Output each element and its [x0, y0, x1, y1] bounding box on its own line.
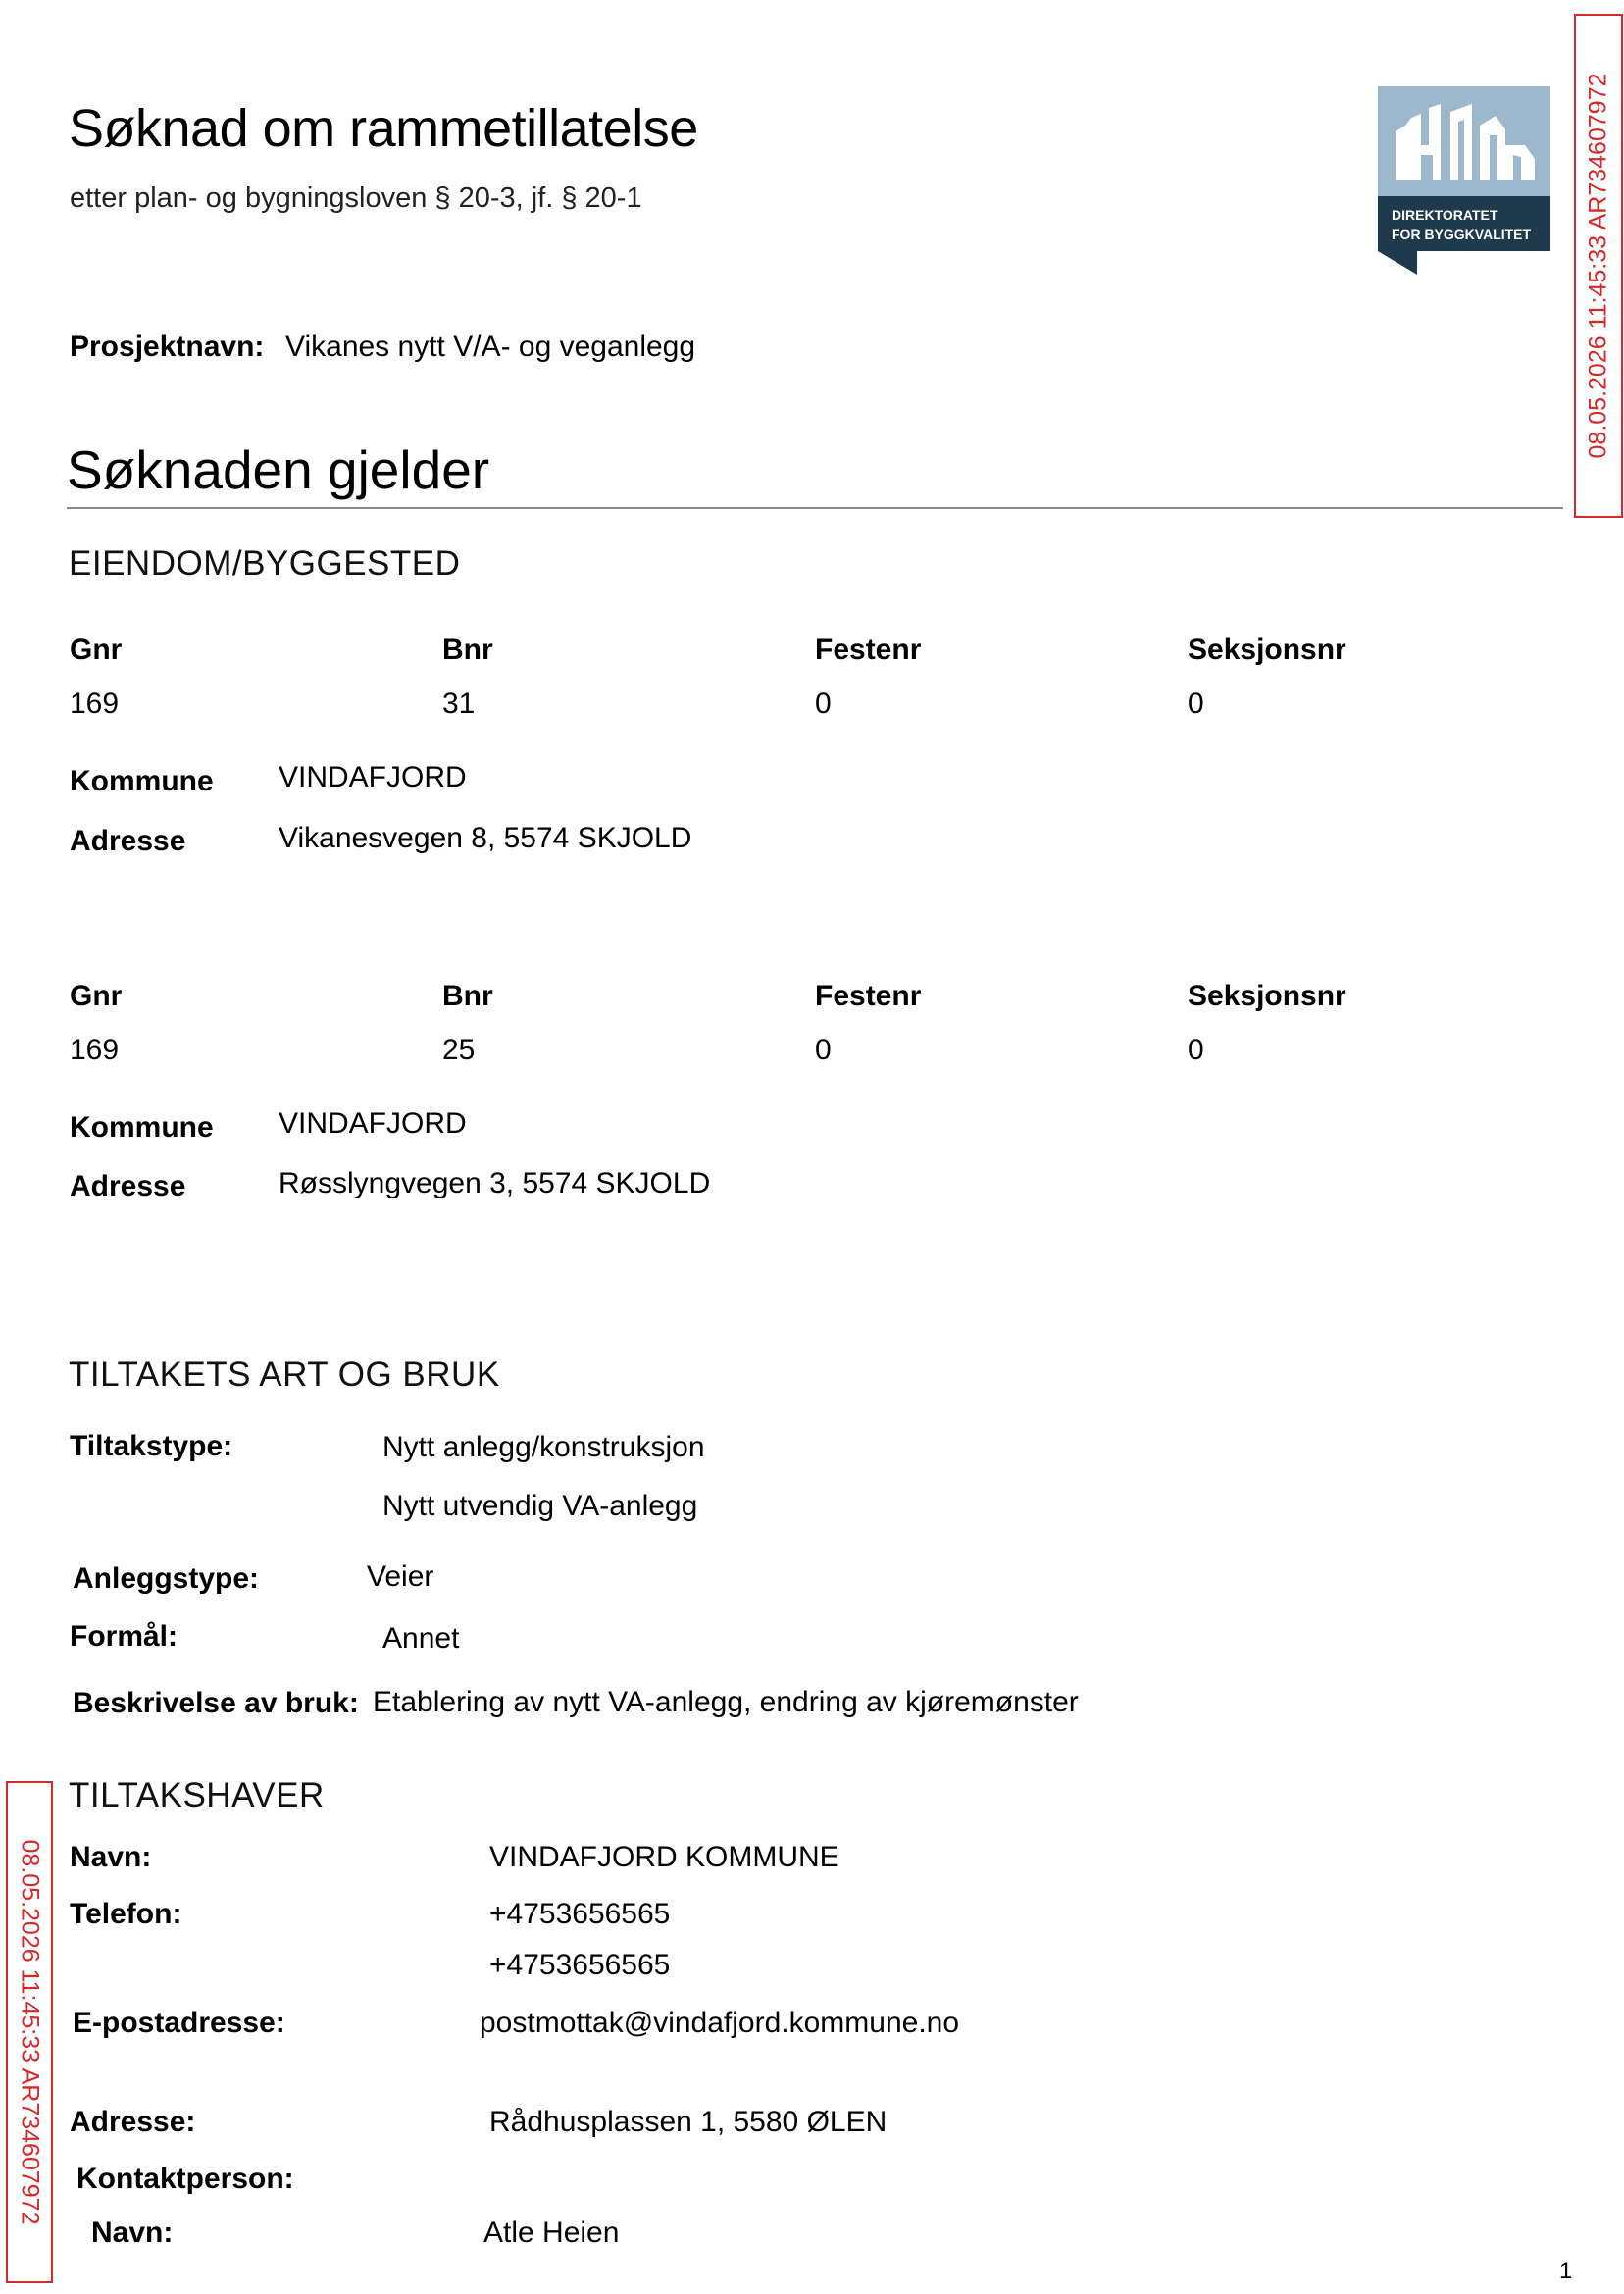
logo-graphic	[1378, 86, 1550, 275]
gnr-value: 169	[70, 1034, 120, 1066]
owner-address-value: Rådhusplassen 1, 5580 ØLEN	[489, 2106, 888, 2138]
seksjonsnr-header: Seksjonsnr	[1188, 634, 1346, 666]
stamp-text: 08.05.2026 11:45:33 AR734607972	[16, 1839, 44, 2225]
festenr-header: Festenr	[815, 634, 922, 666]
receipt-stamp-bottom	[6, 1781, 53, 2283]
bnr-header: Bnr	[442, 980, 493, 1012]
owner-name-value: VINDAFJORD KOMMUNE	[489, 1841, 839, 1873]
gnr-value: 169	[70, 688, 120, 720]
owner-section-heading: TILTAKSHAVER	[69, 1776, 325, 1814]
owner-address-label: Adresse:	[70, 2106, 196, 2138]
page-number: 1	[1559, 2258, 1573, 2284]
seksjonsnr-header: Seksjonsnr	[1188, 980, 1346, 1012]
municipality-label: Kommune	[70, 1111, 214, 1144]
property-section-heading: EIENDOM/BYGGESTED	[69, 544, 461, 583]
festenr-value: 0	[815, 1034, 832, 1066]
municipality-label: Kommune	[70, 765, 214, 797]
municipality-value: VINDAFJORD	[279, 761, 467, 793]
receipt-stamp-top	[1574, 14, 1623, 518]
bnr-value: 31	[442, 688, 476, 720]
description-value: Etablering av nytt VA-anlegg, endring av kjøremønster	[373, 1686, 1079, 1718]
address-label: Adresse	[70, 825, 186, 857]
dibk-logo	[1378, 86, 1550, 275]
festenr-value: 0	[815, 688, 832, 720]
project-name-label: Prosjektnavn:	[70, 331, 265, 363]
bnr-header: Bnr	[442, 634, 493, 666]
purpose-value: Annet	[382, 1622, 460, 1655]
logo-text-line1: DIREKTORATET	[1392, 207, 1498, 223]
gnr-header: Gnr	[70, 980, 123, 1012]
municipality-value: VINDAFJORD	[279, 1107, 467, 1140]
address-value: Vikanesvegen 8, 5574 SKJOLD	[279, 822, 692, 854]
owner-email-label: E-postadresse:	[73, 2007, 285, 2039]
owner-email-value: postmottak@vindafjord.kommune.no	[480, 2007, 960, 2039]
measure-section-heading: TILTAKETS ART OG BRUK	[69, 1355, 500, 1394]
application-heading: Søknaden gjelder	[67, 439, 490, 500]
measure-type-value-2: Nytt utvendig VA-anlegg	[382, 1490, 698, 1522]
seksjonsnr-value: 0	[1188, 1034, 1204, 1066]
document-title: Søknad om rammetillatelse	[69, 99, 698, 158]
address-value: Røsslyngvegen 3, 5574 SKJOLD	[279, 1167, 711, 1199]
contact-name-value: Atle Heien	[483, 2217, 620, 2249]
owner-phone-label: Telefon:	[70, 1898, 182, 1930]
gnr-header: Gnr	[70, 634, 123, 666]
owner-name-label: Navn:	[70, 1841, 152, 1873]
measure-type-value-1: Nytt anlegg/konstruksjon	[382, 1431, 705, 1463]
festenr-header: Festenr	[815, 980, 922, 1012]
measure-type-label: Tiltakstype:	[70, 1430, 233, 1462]
document-subtitle: etter plan- og bygningsloven § 20-3, jf. § 20-1	[70, 182, 642, 214]
purpose-label: Formål:	[70, 1620, 178, 1653]
contact-person-label: Kontaktperson:	[76, 2163, 294, 2195]
address-label: Adresse	[70, 1170, 186, 1202]
logo-text-line2: FOR BYGGKVALITET	[1392, 227, 1532, 242]
project-name-value: Vikanes nytt V/A- og veganlegg	[285, 331, 696, 363]
seksjonsnr-value: 0	[1188, 688, 1204, 720]
facility-type-value: Veier	[367, 1560, 434, 1593]
heading-divider	[67, 507, 1563, 509]
owner-phone-value-2: +4753656565	[489, 1949, 671, 1981]
contact-name-label: Navn:	[91, 2217, 174, 2249]
stamp-text: 08.05.2026 11:45:33 AR734607972	[1584, 73, 1612, 459]
description-label: Beskrivelse av bruk:	[73, 1687, 359, 1719]
bnr-value: 25	[442, 1034, 476, 1066]
facility-type-label: Anleggstype:	[73, 1562, 260, 1595]
owner-phone-value-1: +4753656565	[489, 1898, 671, 1930]
